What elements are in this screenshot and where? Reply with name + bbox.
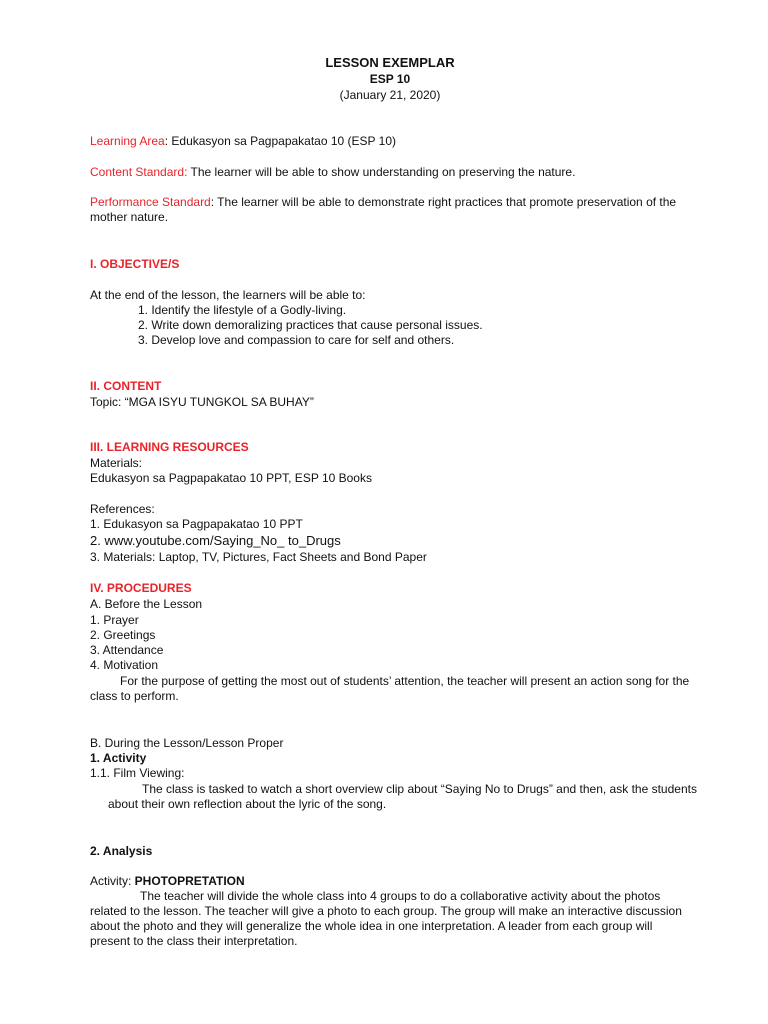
reference-item: 3. Materials: Laptop, TV, Pictures, Fact Sheets and Bond Paper [90,550,427,564]
resources-heading: III. LEARNING RESOURCES [90,440,249,454]
document-date: (January 21, 2020) [339,88,441,102]
objectives-intro: At the end of the lesson, the learners will be able to: [90,288,366,302]
analysis-heading: 2. Analysis [90,844,153,858]
motivation-text: For the purpose of getting the most out of students’ attention, the teacher will present an action song for the class to perform. [90,674,690,703]
references-label: References: [90,502,155,516]
content-standard-value: The learner will be able to show understanding on preserving the nature. [187,165,576,179]
before-lesson: A. Before the Lesson [90,597,203,611]
procedure-step: 3. Attendance [90,643,164,657]
content-heading: II. CONTENT [90,379,162,393]
performance-standard [90,195,690,225]
procedure-step: 2. Greetings [90,628,156,642]
procedures-heading: IV. PROCEDURES [90,581,192,595]
objective-item: 2. Write down demoralizing practices that cause personal issues. [138,318,483,332]
objective-item: 3. Develop love and compassion to care for self and others. [138,333,455,347]
film-viewing-label: 1.1. Film Viewing: [90,766,185,780]
content-standard-label: Content Standard: [90,165,188,179]
film-viewing-text: about their own reflection about the lyric of the song. [108,797,387,811]
performance-standard-value: : The learner will be able to demonstrate right practices that promote preservation of the mother nature. [90,195,677,224]
objectives-heading: I. OBJECTIVE/S [90,257,180,271]
content-standard [90,165,575,180]
learning-area [90,134,396,149]
procedure-step: 4. Motivation [90,658,159,672]
reference-item: 2. www.youtube.com/Saying_No_ to_Drugs [90,533,341,548]
document-subject: ESP 10 [369,72,411,86]
procedure-step: 1. Prayer [90,613,139,627]
analysis-text: The teacher will divide the whole class into 4 groups to do a collaborative activity about the photos related to the lesson. The teacher will give a photo to each group. The group will make an interactive discussion about the photo and they will generalize the whole idea in one interpretation. A leader from each group will present to the class their interpretation. [90,889,682,948]
materials-text: Edukasyon sa Pagpapakatao 10 PPT, ESP 10 Books [90,471,372,485]
performance-standard-label: Performance Standard [90,195,211,209]
during-lesson: B. During the Lesson/Lesson Proper [90,736,284,750]
film-viewing-text: The class is tasked to watch a short overview clip about “Saying No to Drugs” and then, ask the students [142,782,697,796]
activity-label: Activity: [90,874,135,888]
learning-area-label: Learning Area [90,134,165,148]
learning-area-value: : Edukasyon sa Pagpapakatao 10 (ESP 10) [164,134,397,148]
analysis-activity [90,874,245,889]
activity-heading: 1. Activity [90,751,147,765]
document-title: LESSON EXEMPLAR [325,55,455,70]
activity-name: PHOTOPRETATION [134,874,245,888]
reference-item: 1. Edukasyon sa Pagpapakatao 10 PPT [90,517,303,531]
materials-label: Materials: [90,456,143,470]
objective-item: 1. Identify the lifestyle of a Godly-living. [138,303,347,317]
content-topic: Topic: “MGA ISYU TUNGKOL SA BUHAY” [90,395,314,409]
